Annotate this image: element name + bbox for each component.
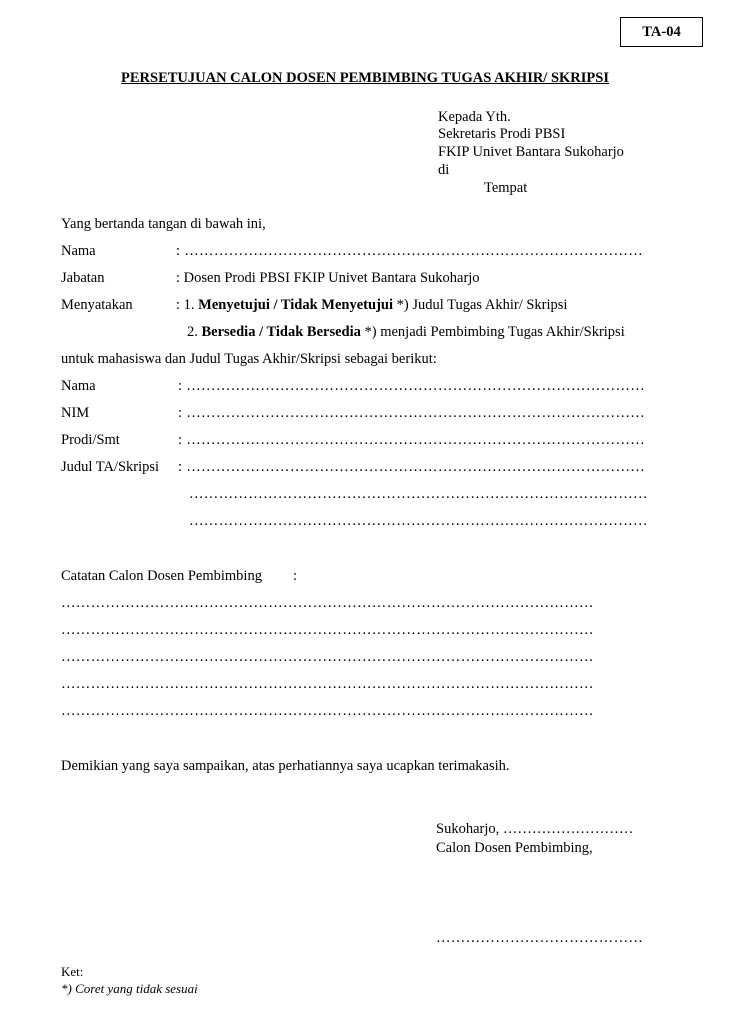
recipient-line-1: Kepada Yth. — [438, 109, 511, 125]
form-code-box — [620, 17, 703, 47]
recipient-line-3: FKIP Univet Bantara Sukoharjo — [438, 144, 624, 160]
recipient-line-5: Tempat — [484, 180, 528, 196]
statement-1 — [176, 298, 567, 313]
statement-2 — [187, 325, 625, 340]
lecturer-position-value: : Dosen Prodi PBSI FKIP Univet Bantara Sukoharjo — [176, 270, 480, 286]
document-title: PERSETUJUAN CALON DOSEN PEMBIMBING TUGAS AKHIR/ SKRIPSI — [121, 70, 609, 86]
statement-1-options: Menyetujui / Tidak Menyetujui — [198, 297, 393, 313]
student-name-label: Nama — [61, 378, 96, 394]
statement-label: Menyatakan — [61, 297, 133, 313]
notes-line-3: ……………………………………………………………………………………………… — [61, 649, 594, 665]
signature-place-date: Sukoharjo, ……………………… — [436, 821, 634, 837]
recipient-line-4: di — [438, 162, 450, 178]
signature-name-line: …………………………………… — [436, 930, 644, 946]
signature-role: Calon Dosen Pembimbing, — [436, 840, 593, 856]
footnote-text: *) Coret yang tidak sesuai — [61, 981, 198, 996]
student-title-line-3: ………………………………………………………………………………… — [189, 513, 648, 529]
student-intro: untuk mahasiswa dan Judul Tugas Akhir/Skripsi sebagai berikut: — [61, 351, 437, 367]
student-prodi-field: : ………………………………………………………………………………… — [178, 432, 646, 448]
lecturer-name-label: Nama — [61, 243, 96, 259]
footnote-label: Ket: — [61, 964, 84, 979]
statement-1-prefix: : 1. — [176, 297, 199, 313]
notes-line-4: ……………………………………………………………………………………………… — [61, 676, 594, 692]
statement-1-suffix: *) Judul Tugas Akhir/ Skripsi — [393, 297, 568, 313]
notes-line-5: ……………………………………………………………………………………………… — [61, 703, 594, 719]
student-name-field: : ………………………………………………………………………………… — [178, 378, 646, 394]
student-title-field: : ………………………………………………………………………………… — [178, 459, 646, 475]
student-title-label: Judul TA/Skripsi — [61, 459, 160, 475]
statement-2-suffix: *) menjadi Pembimbing Tugas Akhir/Skripsi — [360, 324, 625, 340]
notes-label: Catatan Calon Dosen Pembimbing — [61, 568, 262, 584]
student-prodi-label: Prodi/Smt — [61, 432, 120, 448]
student-title-line-2: ………………………………………………………………………………… — [189, 486, 648, 502]
intro-text: Yang bertanda tangan di bawah ini, — [61, 216, 266, 232]
lecturer-name-field: : ………………………………………………………………………………… — [176, 243, 644, 259]
recipient-line-2: Sekretaris Prodi PBSI — [438, 126, 566, 142]
notes-colon: : — [293, 568, 298, 584]
statement-2-prefix: 2. — [187, 324, 202, 340]
student-nim-label: NIM — [61, 405, 90, 421]
lecturer-position-label: Jabatan — [61, 270, 105, 286]
student-nim-field: : ………………………………………………………………………………… — [178, 405, 646, 421]
statement-2-options: Bersedia / Tidak Bersedia — [201, 324, 361, 340]
closing-text: Demikian yang saya sampaikan, atas perhatiannya saya ucapkan terimakasih. — [61, 758, 510, 774]
notes-line-1: ……………………………………………………………………………………………… — [61, 595, 594, 611]
notes-line-2: ……………………………………………………………………………………………… — [61, 622, 594, 638]
form-code: TA-04 — [642, 23, 681, 40]
